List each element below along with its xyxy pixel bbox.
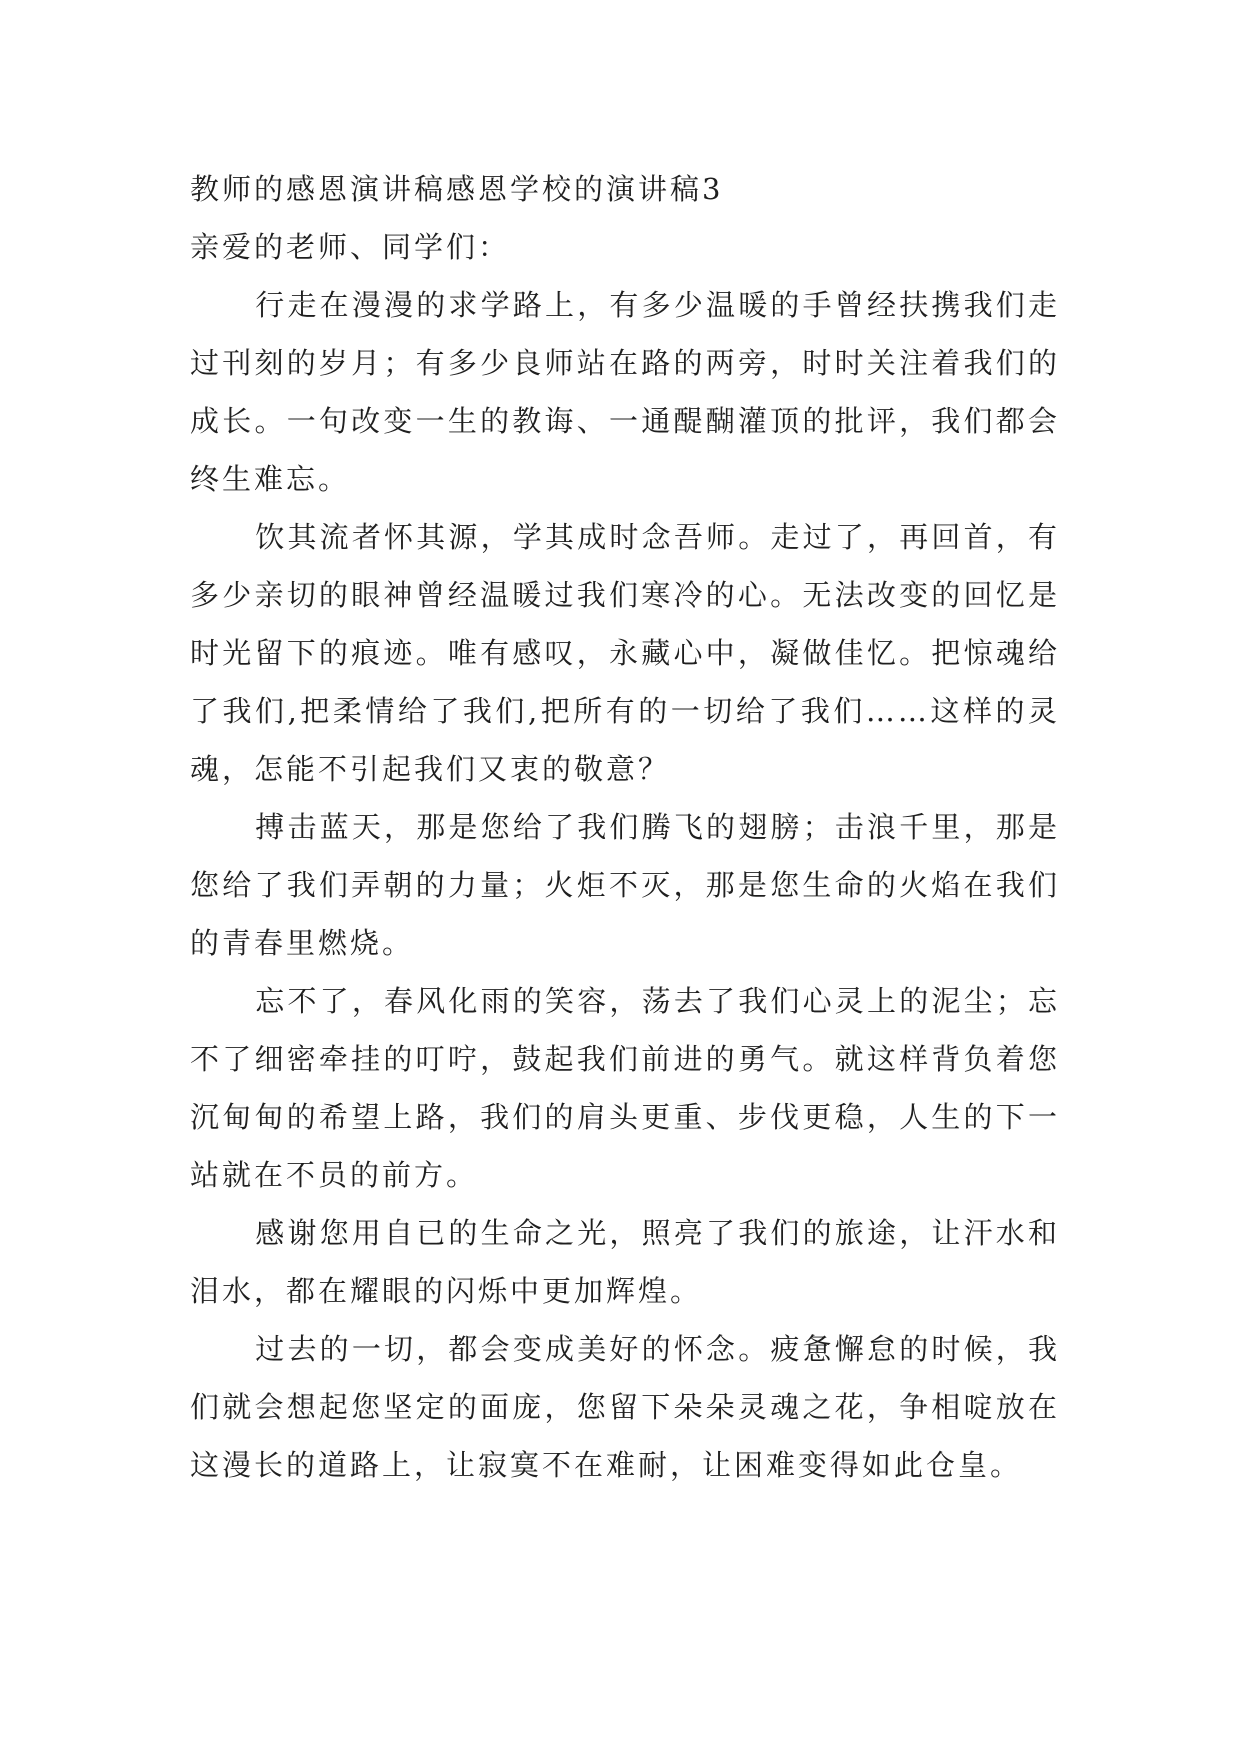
paragraph: 行走在漫漫的求学路上，有多少温暖的手曾经扶携我们走过刊刻的岁月；有多少良师站在路的两旁，时时关注着我们的成长。一句改变一生的教诲、一通醍醐灌顶的批评，我们都会终生难忘。 [190, 288, 1060, 496]
paragraph: 忘不了，春风化雨的笑容，荡去了我们心灵上的泥尘；忘不了细密牵挂的叮咛，鼓起我们前进的勇气。就这样背负着您沉甸甸的希望上路，我们的肩头更重、步伐更稳，人生的下一站就在不员的前方。 [190, 984, 1060, 1192]
paragraph: 过去的一切，都会变成美好的怀念。疲惫懈怠的时候，我们就会想起您坚定的面庞，您留下朵朵灵魂之花，争相啶放在这漫长的道路上，让寂寞不在难耐，让困难变得如此仓皇。 [190, 1332, 1060, 1482]
paragraph: 感谢您用自已的生命之光，照亮了我们的旅途，让汗水和泪水，都在耀眼的闪烁中更加辉煌。 [190, 1216, 1060, 1308]
salutation: 亲爱的老师、同学们： [190, 230, 511, 264]
document-body [190, 160, 1060, 1494]
paragraph: 饮其流者怀其源，学其成时念吾师。走过了，再回首，有多少亲切的眼神曾经温暖过我们寒冷的心。无法改变的回忆是时光留下的痕迹。唯有感叹，永藏心中，凝做佳忆。把惊魂给了我们,把柔情给了我们,把所有的一切给了我们……这样的灵魂，怎能不引起我们又衷的敬意？ [190, 520, 1060, 786]
paragraph: 搏击蓝天，那是您给了我们腾飞的翅膀；击浪千里，那是您给了我们弄朝的力量；火炬不灭，那是您生命的火焰在我们的青春里燃烧。 [190, 810, 1060, 960]
document-title: 教师的感恩演讲稿感恩学校的演讲稿3 [190, 172, 724, 206]
